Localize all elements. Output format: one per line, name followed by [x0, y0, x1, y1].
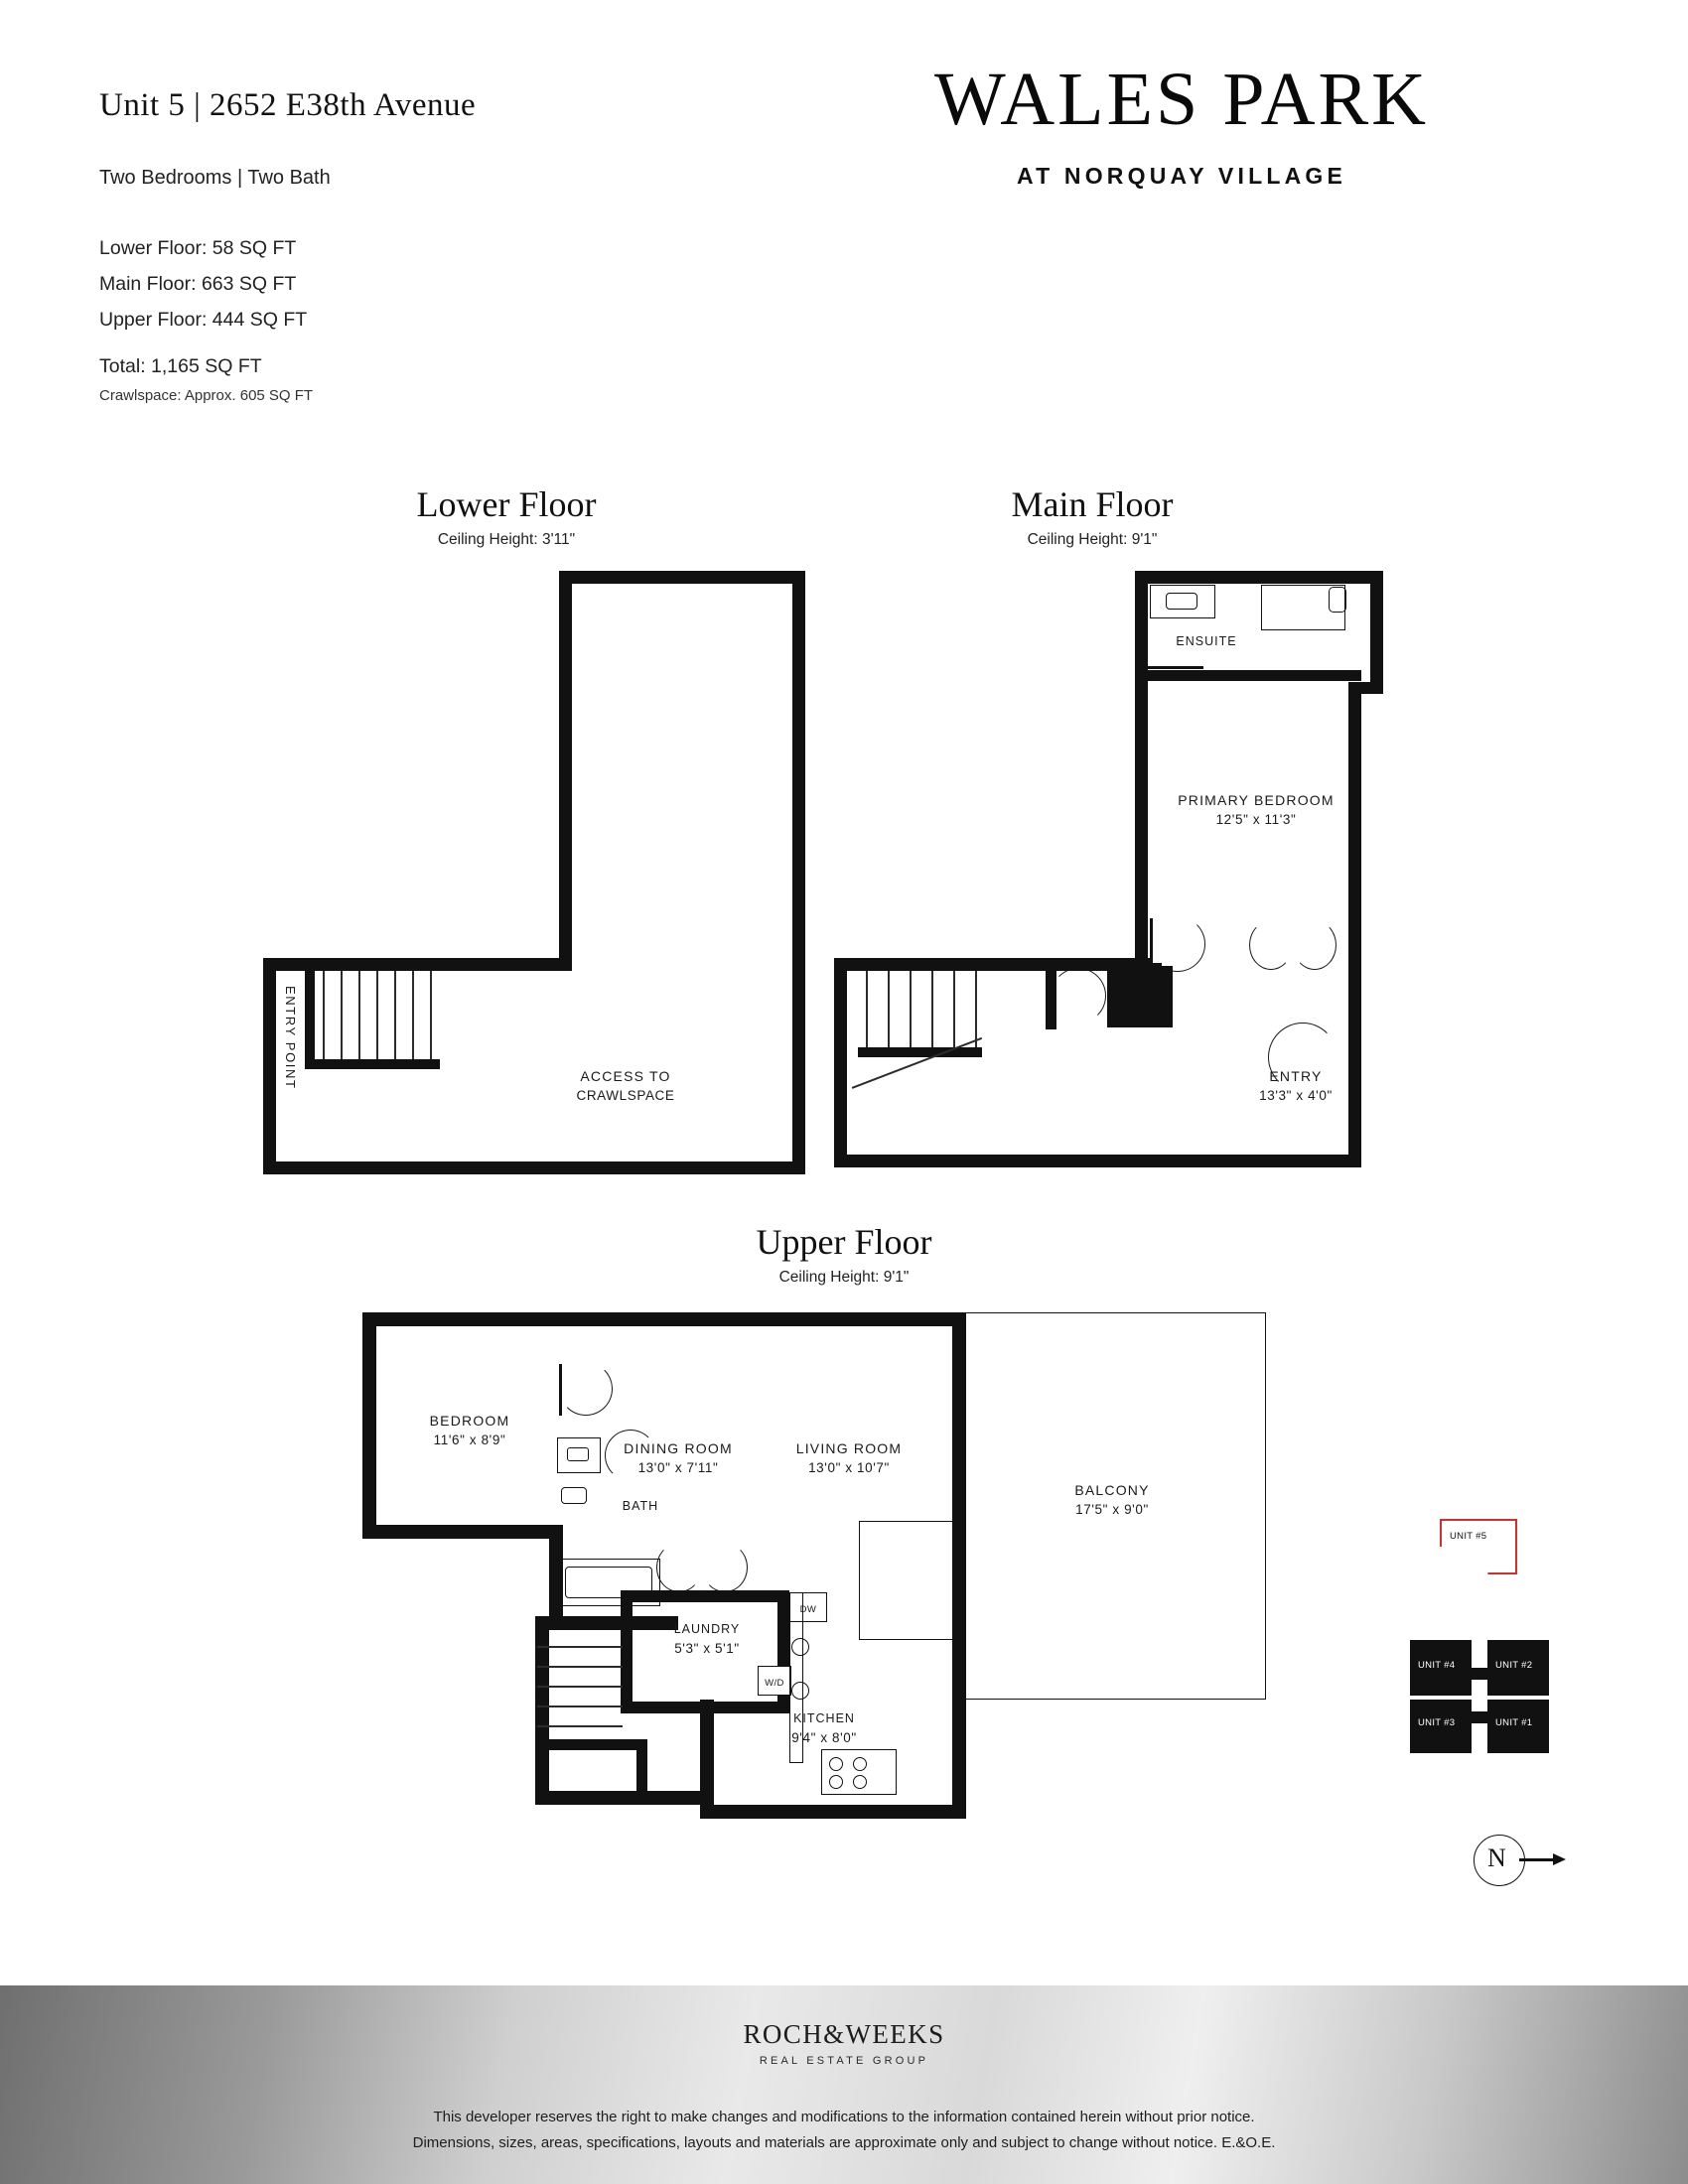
primary-bedroom-dim: 12'5" x 11'3": [1215, 812, 1297, 827]
bedroom-name: BEDROOM: [429, 1413, 510, 1429]
main-stair-wall: [834, 1023, 844, 1037]
kitchen-sink-2: [791, 1682, 809, 1700]
hall-door-leaf: [1051, 968, 1106, 971]
kitchen-sink: [791, 1638, 809, 1656]
lower-wall-left-lower: [263, 958, 276, 1174]
lower-wall-right: [792, 571, 805, 1174]
upper-stair-tread: [537, 1706, 623, 1707]
disclaimer: [0, 2105, 1688, 2156]
primary-bedroom-label: [1142, 791, 1370, 829]
bed-bath-summary: Two Bedrooms | Two Bath: [99, 167, 331, 189]
entry-label: [1201, 1067, 1390, 1105]
compass-arrow-head: [1553, 1853, 1566, 1865]
keyplan-unit-connector-2: [1466, 1711, 1489, 1723]
closet-door-arc-left: [1249, 920, 1293, 970]
upper-stair-tread: [537, 1686, 623, 1688]
kitchen-name: KITCHEN: [793, 1711, 855, 1725]
main-ensuite-door: [1148, 666, 1203, 669]
bedroom-label: [380, 1412, 559, 1449]
area-lower: Lower Floor: 58 SQ FT: [99, 237, 297, 259]
lower-stair-tread: [323, 971, 325, 1059]
main-floor-ceiling: Ceiling Height: 9'1": [1027, 531, 1158, 548]
main-floor-plan: [834, 571, 1390, 1157]
entry-name: ENTRY: [1269, 1068, 1323, 1084]
compass-arrow-shaft: [1519, 1858, 1555, 1861]
crawlspace-note: Crawlspace: Approx. 605 SQ FT: [99, 387, 314, 404]
kitchen-burner-4: [853, 1775, 867, 1789]
living-label: [760, 1439, 938, 1477]
main-stair-tread: [910, 971, 912, 1050]
main-window-bottom: [1122, 1159, 1226, 1162]
footer-logo-sub: REAL ESTATE GROUP: [759, 2055, 929, 2067]
lower-stair-tread: [412, 971, 414, 1059]
dining-dim: 13'0" x 7'11": [637, 1460, 719, 1475]
upper-wall-bottom-left: [535, 1791, 714, 1805]
upper-stair-landing-right: [636, 1739, 647, 1805]
dining-name: DINING ROOM: [624, 1440, 733, 1456]
main-stair-base: [858, 1047, 982, 1057]
main-wall-entry-divider: [1107, 1018, 1173, 1027]
brand-block: [814, 58, 1549, 190]
bedroom2-door-arc: [559, 1362, 613, 1416]
upper-window-top: [611, 1315, 715, 1320]
brand-subtitle: AT NORQUAY VILLAGE: [1016, 163, 1347, 189]
bath-label: BATH: [622, 1499, 659, 1513]
lower-stair-tread: [430, 971, 432, 1059]
upper-wall-stair-left: [535, 1616, 549, 1805]
main-wall-right-upper: [1370, 571, 1383, 688]
main-wall-left-upper: [1135, 571, 1148, 968]
crawlspace-access-line1: ACCESS TO: [580, 1068, 671, 1084]
lower-stair-tread: [394, 971, 396, 1059]
area-upper: Upper Floor: 444 SQ FT: [99, 309, 308, 331]
keyplan-unit5-label: UNIT #5: [1450, 1531, 1487, 1542]
upper-stair-tread: [537, 1725, 623, 1727]
upper-wall-bottom-right: [700, 1805, 966, 1819]
disclaimer-line-1: This developer reserves the right to make changes and modifications to the information contained herein without prior notice.: [433, 2109, 1255, 2125]
keyplan-unit4-label: UNIT #4: [1418, 1660, 1456, 1671]
page-title: Unit 5 | 2652 E38th Avenue: [99, 87, 477, 123]
ensuite-label: ENSUITE: [1176, 634, 1237, 648]
upper-wall-top-left: [362, 1312, 563, 1326]
upper-stair-landing: [537, 1739, 646, 1750]
living-dim: 13'0" x 10'7": [808, 1460, 890, 1475]
area-main: Main Floor: 663 SQ FT: [99, 273, 297, 295]
kitchen-label: [740, 1709, 909, 1747]
main-stair-tread: [953, 971, 955, 1050]
upper-floor-heading: [665, 1221, 1023, 1287]
lower-stair-tread: [341, 971, 343, 1059]
closet-door-arc-right: [1293, 920, 1336, 970]
main-stair-tread: [866, 971, 868, 1050]
upper-wall-kitchen-left: [700, 1700, 714, 1805]
ensuite-toilet: [1329, 587, 1346, 613]
main-wall-bottom: [834, 1155, 1361, 1167]
laundry-door-arc-left: [656, 1543, 702, 1592]
entry-point-label: ENTRY POINT: [283, 986, 298, 1090]
laundry-name: LAUNDRY: [673, 1622, 741, 1636]
brand-name: WALES PARK: [933, 58, 1430, 141]
lower-wall-left-upper: [559, 571, 572, 968]
balcony-label: [1018, 1481, 1206, 1519]
lower-floor-title: Lower Floor: [416, 484, 597, 524]
lower-floor-ceiling: Ceiling Height: 3'11": [437, 531, 576, 548]
crawlspace-access-line2: CRAWLSPACE: [576, 1088, 675, 1103]
main-wall-ensuite-divider: [1135, 670, 1361, 681]
lower-wall-entry-stub: [305, 958, 315, 1067]
dining-label: [589, 1439, 768, 1477]
lower-floor-heading: [338, 483, 675, 549]
laundry-door-arc-right: [702, 1543, 748, 1592]
main-wall-right-lower: [1348, 831, 1361, 1166]
kitchen-burner-1: [829, 1757, 843, 1771]
compass-north-label: N: [1487, 1843, 1506, 1872]
compass-icon: [1474, 1835, 1563, 1904]
wd-label: W/D: [765, 1678, 784, 1689]
hall-door-arc: [1051, 968, 1106, 1024]
living-name: LIVING ROOM: [795, 1440, 903, 1456]
upper-stair-tread: [537, 1646, 623, 1648]
lower-wall-stair-base: [305, 1059, 440, 1069]
main-wall-top: [1135, 571, 1383, 584]
main-floor-heading: [923, 483, 1261, 549]
main-wall-entry-right: [1162, 966, 1173, 1021]
bedroom2-door-leaf: [559, 1364, 562, 1416]
upper-window-balcony-door: [956, 1352, 961, 1481]
entry-dim: 13'3" x 4'0": [1259, 1088, 1333, 1103]
footer-logo-name: ROCH&WEEKS: [743, 2019, 945, 2049]
upper-stair-tread: [537, 1666, 623, 1668]
main-wall-entry-closet: [1107, 966, 1118, 1021]
keyplan-unit2-label: UNIT #2: [1495, 1660, 1533, 1671]
keyplan-unit-connector: [1466, 1668, 1489, 1680]
bath-sink: [567, 1447, 589, 1461]
lower-floor-plan: [263, 571, 809, 1147]
kitchen-dim: 9'4" x 8'0": [791, 1730, 857, 1745]
primary-bedroom-name: PRIMARY BEDROOM: [1178, 792, 1335, 808]
main-wall-left-lower: [834, 958, 847, 1167]
lower-wall-bottom: [263, 1161, 805, 1174]
bedroom-dim: 11'6" x 8'9": [433, 1433, 506, 1447]
keyplan-unit5-highlight[interactable]: [1440, 1519, 1517, 1574]
disclaimer-line-2: Dimensions, sizes, areas, specifications, layouts and materials are approximate only and subject to change without notice. E.&O.E.: [412, 2134, 1276, 2151]
laundry-label: [633, 1620, 781, 1658]
footer-logo: [0, 2019, 1688, 2067]
kitchen-burner-3: [829, 1775, 843, 1789]
kitchen-burner-2: [853, 1757, 867, 1771]
main-window-right: [1351, 759, 1355, 879]
lower-wall-top: [559, 571, 805, 584]
lower-stair-tread: [376, 971, 378, 1059]
keyplan-unit1-label: UNIT #1: [1495, 1717, 1533, 1728]
upper-wall-bedroom-bottom: [362, 1525, 563, 1539]
lower-stair-tread: [358, 971, 360, 1059]
main-stair-tread: [931, 971, 933, 1050]
upper-floor-plan: [362, 1312, 1296, 1848]
laundry-wall-left: [621, 1590, 633, 1709]
kitchen-island: [859, 1521, 954, 1640]
area-list: [99, 230, 307, 338]
footer-bar: [0, 1985, 1688, 2184]
laundry-wall-top: [621, 1590, 789, 1602]
balcony-name: BALCONY: [1074, 1482, 1150, 1498]
laundry-dim: 5'3" x 5'1": [674, 1641, 740, 1656]
main-floor-title: Main Floor: [1011, 484, 1174, 524]
main-stair-tread: [888, 971, 890, 1050]
ensuite-sink: [1166, 593, 1197, 610]
upper-floor-ceiling: Ceiling Height: 9'1": [778, 1269, 910, 1286]
crawlspace-access-label: [526, 1067, 725, 1105]
main-wall-entry-hall: [896, 958, 1055, 968]
balcony-dim: 17'5" x 9'0": [1075, 1502, 1149, 1517]
total-area: Total: 1,165 SQ FT: [99, 355, 262, 377]
key-plan: [1410, 1519, 1589, 1807]
dw-label: DW: [799, 1604, 817, 1615]
upper-window-left: [365, 1352, 370, 1481]
upper-floor-title: Upper Floor: [756, 1222, 932, 1262]
keyplan-unit3-label: UNIT #3: [1418, 1717, 1456, 1728]
